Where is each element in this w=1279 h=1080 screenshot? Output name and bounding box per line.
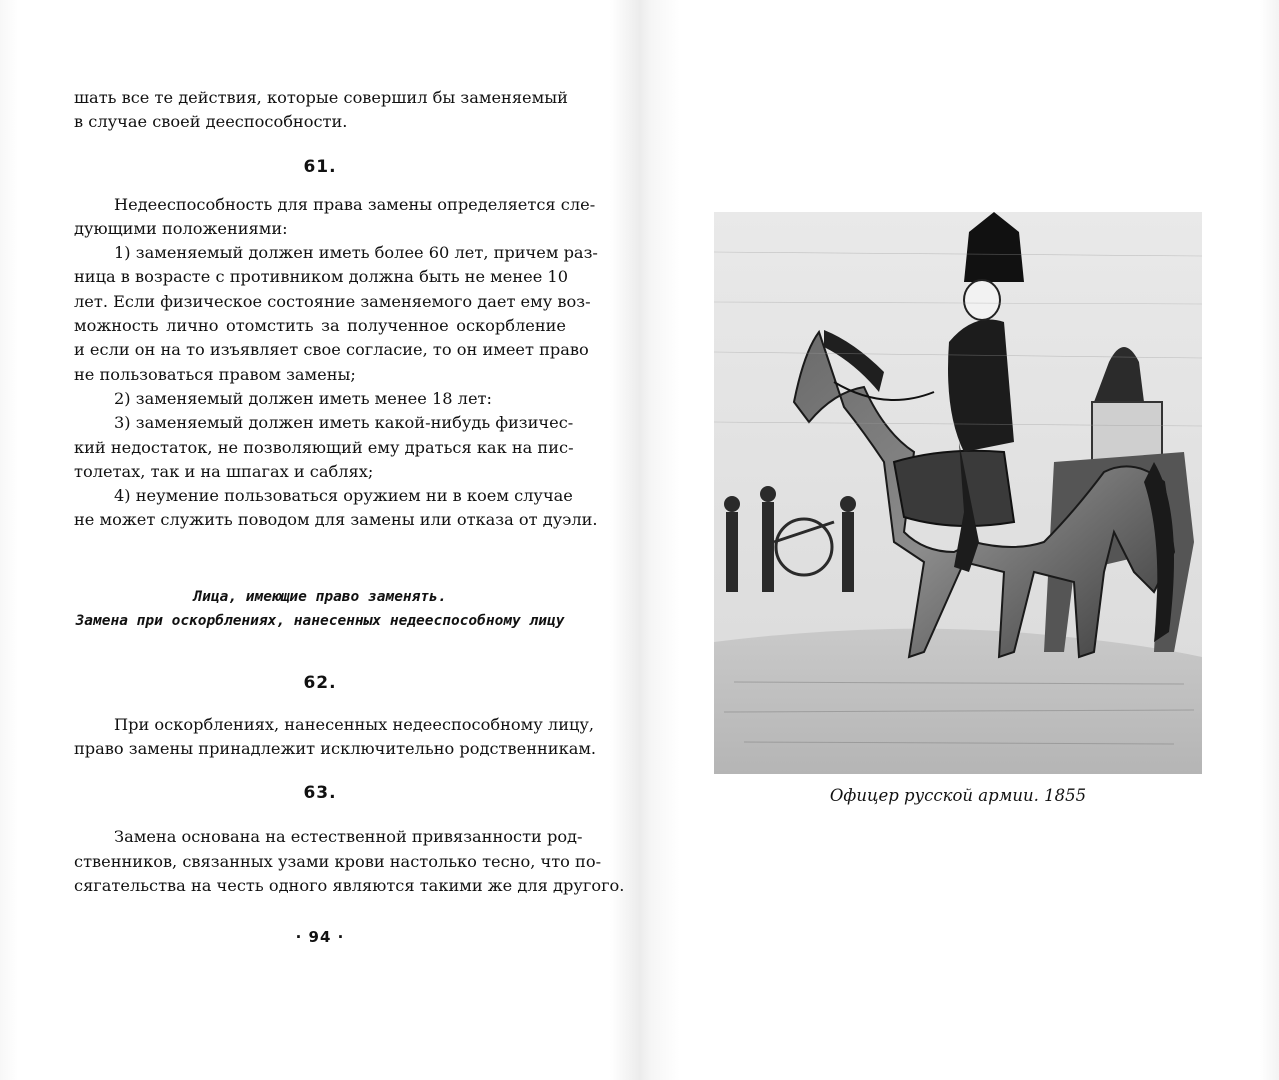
heading-line: Лица, имеющие право заменять. xyxy=(193,588,447,605)
text-line: право замены принадлежит исключительно родственникам. xyxy=(74,739,597,759)
text-line: можность лично отомстить за полученное оскорбление xyxy=(74,316,566,336)
heading-line: Замена при оскорблениях, нанесенных недееспособному лицу xyxy=(75,612,565,629)
text-line: Замена основана на естественной привязанности род- xyxy=(114,827,583,847)
paragraph xyxy=(74,825,625,898)
text-line: ница в возрасте с противником должна быть не менее 10 xyxy=(74,267,569,287)
text-line: лет. Если физическое состояние заменяемого дает ему воз- xyxy=(74,291,591,311)
text-line: 4) неумение пользоваться оружием ни в коем случае xyxy=(114,486,573,506)
paragraph xyxy=(74,484,598,533)
cavalry-officer-illustration xyxy=(714,212,1202,774)
paragraph xyxy=(74,387,566,411)
text-line: в случае своей дееспособности. xyxy=(74,112,348,132)
illustration-caption: Офицер русской армии. 1855 xyxy=(829,786,1087,805)
text-line: 1) заменяемый должен иметь более 60 лет, причем раз- xyxy=(114,243,598,263)
paragraph xyxy=(74,241,598,387)
section-number-62: 62. xyxy=(303,672,337,693)
section-61-body xyxy=(74,193,598,533)
text-line: сягательства на честь одного являются такими же для другого. xyxy=(74,875,625,895)
text-line: ственников, связанных узами крови настолько тесно, что по- xyxy=(74,851,602,871)
text-line: толетах, так и на шпагах и саблях; xyxy=(74,461,374,481)
text-line: и если он на то изъявляет свое согласие, то он имеет право xyxy=(74,340,589,360)
left-page xyxy=(74,86,625,1046)
text-line: 2) заменяемый должен иметь менее 18 лет: xyxy=(114,388,492,408)
section-number-63: 63. xyxy=(303,783,337,804)
page-number: · 94 · xyxy=(295,928,345,947)
paragraph xyxy=(74,713,597,762)
paragraph xyxy=(74,193,596,242)
text-line: кий недостаток, не позволяющий ему драться как на пис- xyxy=(74,437,574,457)
text-line: 3) заменяемый должен иметь какой-нибудь физичес- xyxy=(114,413,574,433)
paragraph xyxy=(74,411,574,484)
engraving-image xyxy=(714,212,1202,774)
section-number-61: 61. xyxy=(303,156,337,177)
section-heading xyxy=(74,585,566,633)
text-line: дующими положениями: xyxy=(74,218,288,238)
text-line: не может служить поводом для замены или отказа от дуэли. xyxy=(74,510,598,530)
text-line: При оскорблениях, нанесенных недееспособному лицу, xyxy=(114,714,595,734)
text-line: не пользоваться правом замены; xyxy=(74,364,356,384)
text-line: шать все те действия, которые совершил бы заменяемый xyxy=(74,88,568,107)
text-line: Недееспособность для права замены определяется сле- xyxy=(114,194,596,214)
continuation-paragraph xyxy=(74,86,566,135)
